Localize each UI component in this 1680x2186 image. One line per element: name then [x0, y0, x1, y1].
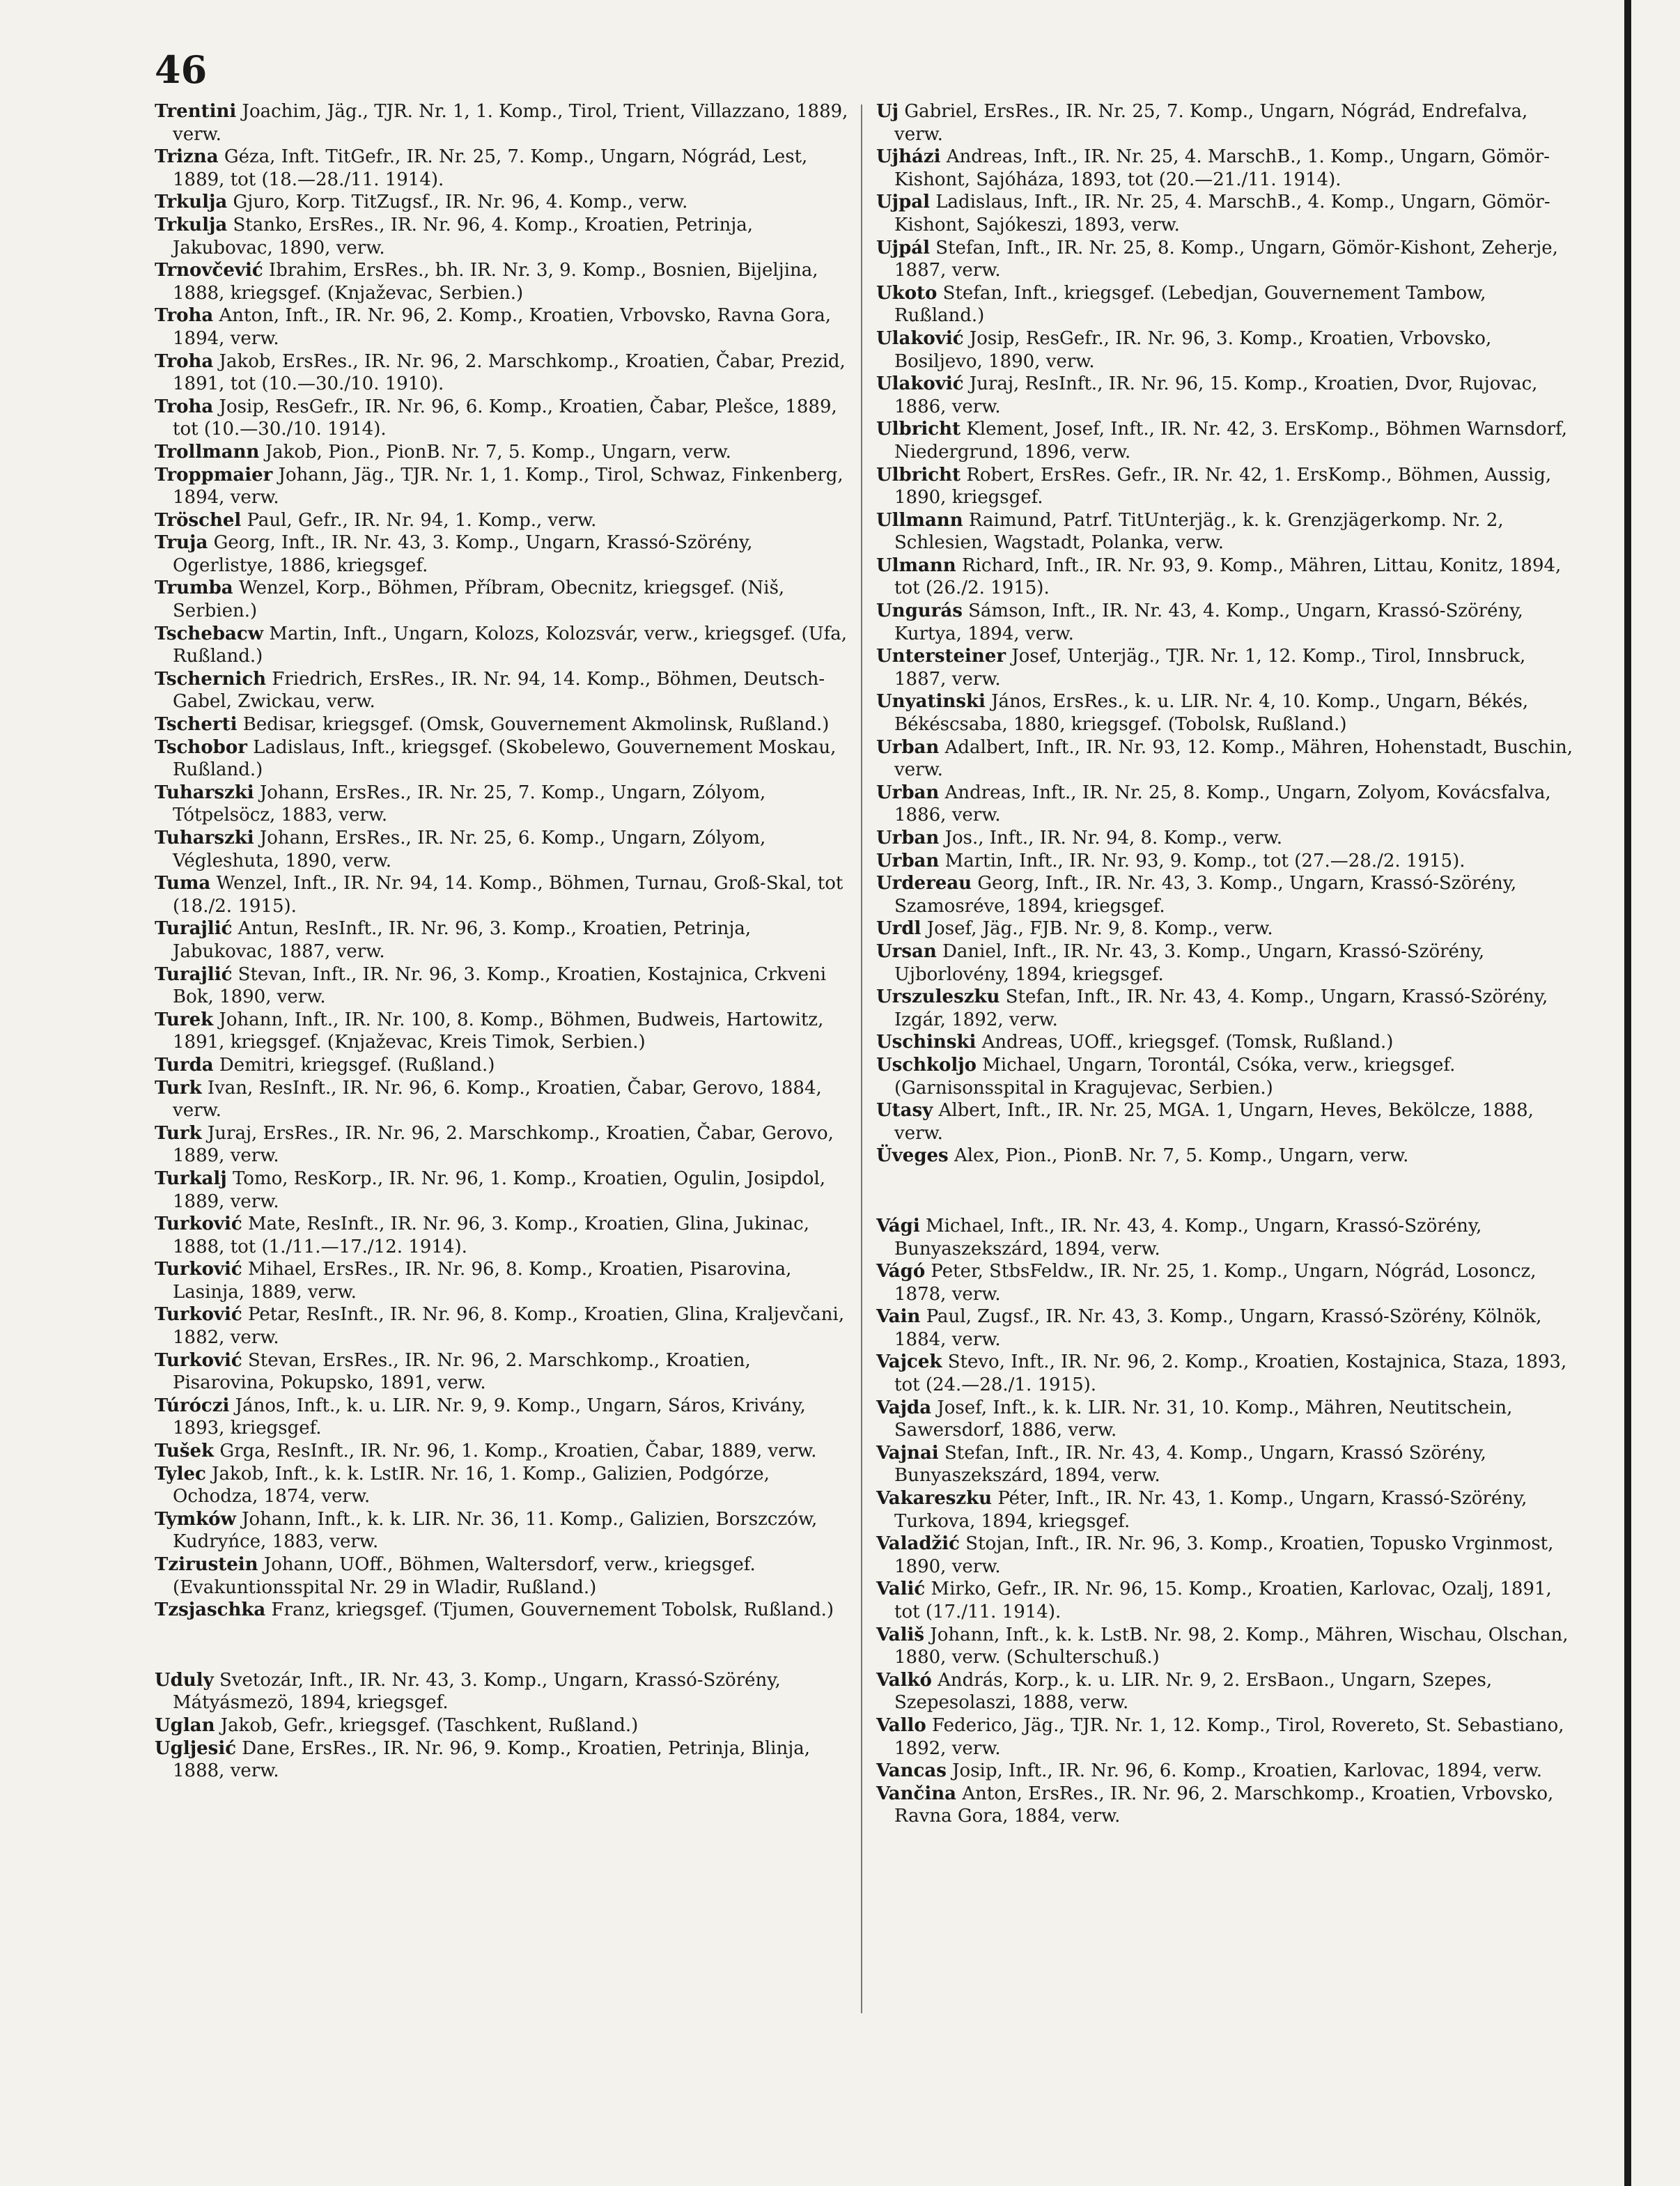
entry-surname: Ulmann [876, 555, 956, 576]
register-entry [155, 1714, 851, 1737]
entry-surname: Ungurás [876, 600, 963, 622]
register-entry [876, 146, 1573, 191]
register-entry [155, 1599, 851, 1622]
entry-surname: Untersteiner [876, 646, 1006, 667]
entry-details: Josef, Unterjäg., TJR. Nr. 1, 12. Komp., Tirol, Innsbruck, 1887, verw. [894, 646, 1526, 690]
entry-surname: Troha [155, 305, 214, 327]
entry-surname: Vališ [876, 1624, 925, 1645]
entry-surname: Urban [876, 782, 940, 803]
entry-details: Andreas, Inft., IR. Nr. 25, 8. Komp., Ungarn, Zolyom, Kovácsfalva, 1886, verw. [894, 782, 1551, 826]
register-entry [155, 464, 851, 509]
register-entry [155, 577, 851, 622]
entry-surname: Turek [155, 1009, 214, 1030]
register-entry [155, 1054, 851, 1077]
entry-surname: Ukoto [876, 282, 938, 304]
entry-surname: Troppmaier [155, 464, 273, 486]
entry-surname: Trollmann [155, 441, 260, 463]
register-entry [155, 1303, 851, 1349]
entry-details: Johann, Inft., k. k. LstB. Nr. 98, 2. Komp., Mähren, Wischau, Olschan, 1880, verw. (Schulterschuß.) [894, 1624, 1569, 1668]
entry-details: Stevan, ErsRes., IR. Nr. 96, 2. Marschkomp., Kroatien, Pisarovina, Pokupsko, 1891, verw. [173, 1349, 751, 1394]
entry-surname: Troha [155, 396, 214, 417]
entry-details: Gabriel, ErsRes., IR. Nr. 25, 7. Komp., Ungarn, Nógrád, Endrefalva, verw. [894, 101, 1528, 145]
register-entry [876, 418, 1573, 463]
entry-details: Anton, ErsRes., IR. Nr. 96, 2. Marschkomp., Kroatien, Vrbovsko, Ravna Gora, 1884, verw. [894, 1783, 1554, 1827]
entry-details: Martin, Inft., IR. Nr. 93, 9. Komp., tot (27.—28./2. 1915). [944, 850, 1465, 871]
entry-surname: Trnovčević [155, 260, 263, 281]
entry-surname: Ursan [876, 940, 937, 962]
entry-surname: Turda [155, 1054, 214, 1076]
register-entry [876, 1099, 1573, 1145]
entry-details: Johann, UOff., Böhmen, Waltersdorf, verw., kriegsgef. (Evakuntionsspital Nr. 29 in Wladir, Rußland.) [173, 1554, 756, 1598]
entry-surname: Ullmann [876, 509, 963, 531]
entry-details: Michael, Inft., IR. Nr. 43, 4. Komp., Ungarn, Krassó-Szörény, Bunyaszekszárd, 1894, verw. [894, 1215, 1482, 1259]
register-entry [155, 304, 851, 350]
register-entry [155, 532, 851, 577]
entry-surname: Valkó [876, 1669, 932, 1691]
entry-surname: Urban [876, 850, 940, 871]
entry-surname: Valadžić [876, 1533, 960, 1555]
entry-details: Franz, kriegsgef. (Tjumen, Gouvernement Tobolsk, Rußland.) [271, 1599, 834, 1621]
register-entry [876, 100, 1573, 146]
register-entry [155, 1463, 851, 1508]
entry-surname: Ulaković [876, 327, 964, 349]
entry-details: András, Korp., k. u. LIR. Nr. 9, 2. ErsBaon., Ungarn, Szepes, Szepesolaszi, 1888, verw. [894, 1669, 1493, 1714]
entry-details: Michael, Ungarn, Torontál, Csóka, verw., kriegsgef. (Garnisonsspital in Kragujevac, Serbien.) [894, 1054, 1456, 1099]
register-entry [876, 191, 1573, 236]
register-entry [155, 146, 851, 191]
register-entry [876, 282, 1573, 327]
register-entry [876, 1031, 1573, 1054]
entry-details: Raimund, Patrf. TitUnterjäg., k. k. Grenzjägerkomp. Nr. 2, Schlesien, Wagstadt, Polanka, verw. [894, 509, 1504, 554]
register-entry [155, 782, 851, 827]
entry-surname: Utasy [876, 1100, 933, 1122]
register-entry [876, 782, 1573, 827]
entry-details: Ibrahim, ErsRes., bh. IR. Nr. 3, 9. Komp., Bosnien, Bijeljina, 1888, kriegsgef. (Knjaževac, Serbien.) [173, 260, 818, 304]
entry-surname: Tschebacw [155, 623, 264, 644]
entry-surname: Vajcek [876, 1351, 942, 1373]
entry-details: Andreas, Inft., IR. Nr. 25, 4. MarschB., 1. Komp., Ungarn, Gömör-Kishont, Sajóháza, 1893, tot (20.—21./11. 1914). [894, 146, 1550, 190]
entry-details: Richard, Inft., IR. Nr. 93, 9. Komp., Mähren, Littau, Konitz, 1894, tot (26./2. 1915). [894, 555, 1562, 599]
entry-surname: Uduly [155, 1669, 214, 1691]
register-entry [155, 668, 851, 713]
page-edge [1624, 0, 1631, 2186]
entry-surname: Turk [155, 1077, 202, 1099]
entry-surname: Troha [155, 350, 214, 372]
entry-surname: Tuharszki [155, 782, 254, 803]
register-entry [876, 1215, 1573, 1260]
register-entry [155, 1258, 851, 1303]
register-entry [155, 1669, 851, 1714]
register-entry [876, 1351, 1573, 1396]
entry-details: Stefan, Inft., IR. Nr. 43, 4. Komp., Ungarn, Krassó-Szörény, Izgár, 1892, verw. [894, 986, 1548, 1030]
section-gap [155, 1622, 851, 1669]
entry-surname: Tscherti [155, 714, 238, 736]
register-entry [876, 736, 1573, 782]
register-entry [155, 917, 851, 963]
entry-details: Ladislaus, Inft., IR. Nr. 25, 4. MarschB., 4. Komp., Ungarn, Gömör-Kishont, Sajókeszi, 1893, verw. [894, 192, 1550, 235]
entry-surname: Vágó [876, 1261, 926, 1282]
entry-details: Albert, Inft., IR. Nr. 25, MGA. 1, Ungarn, Heves, Bekölcze, 1888, verw. [894, 1100, 1534, 1144]
entry-surname: Tschobor [155, 736, 247, 758]
register-entry [155, 1213, 851, 1258]
entry-details: Gjuro, Korp. TitZugsf., IR. Nr. 96, 4. Komp., verw. [233, 192, 688, 213]
entry-surname: Vajnai [876, 1442, 939, 1464]
entry-details: Grga, ResInft., IR. Nr. 96, 1. Komp., Kroatien, Čabar, 1889, verw. [219, 1441, 817, 1462]
register-entry [876, 1760, 1573, 1783]
entry-surname: Trkulja [155, 192, 228, 213]
page-number: 46 [155, 47, 208, 92]
register-entry [876, 1714, 1573, 1760]
entry-details: Johann, ErsRes., IR. Nr. 25, 6. Komp., Ungarn, Zólyom, Végleshuta, 1890, verw. [173, 828, 766, 871]
register-entry [876, 827, 1573, 850]
entry-surname: Tzirustein [155, 1554, 258, 1575]
entry-details: Georg, Inft., IR. Nr. 43, 3. Komp., Ungarn, Krassó-Szörény, Szamosréve, 1894, kriegsgef. [894, 873, 1517, 917]
entry-surname: Túróczi [155, 1395, 230, 1416]
entry-details: Ivan, ResInft., IR. Nr. 96, 6. Komp., Kroatien, Čabar, Gerovo, 1884, verw. [173, 1077, 822, 1122]
register-entry [876, 555, 1573, 600]
entry-surname: Valić [876, 1579, 926, 1600]
register-entry [876, 872, 1573, 917]
register-entry [876, 1305, 1573, 1351]
entry-details: Bedisar, kriegsgef. (Omsk, Gouvernement Akmolinsk, Rußland.) [242, 714, 830, 736]
entry-surname: Vančina [876, 1783, 956, 1804]
entry-surname: Vancas [876, 1760, 947, 1782]
entry-surname: Trizna [155, 146, 219, 168]
entry-surname: Turk [155, 1122, 202, 1144]
entry-surname: Tušek [155, 1441, 215, 1462]
entry-details: Svetozár, Inft., IR. Nr. 43, 3. Komp., Ungarn, Krassó-Szörény, Mátyásmezö, 1894, kriegsgef. [173, 1669, 781, 1714]
entry-details: Péter, Inft., IR. Nr. 43, 1. Komp., Ungarn, Krassó-Szörény, Turkova, 1894, kriegsgef. [894, 1488, 1527, 1532]
entry-details: Josef, Jäg., FJB. Nr. 9, 8. Komp., verw. [926, 918, 1273, 940]
register-entry [876, 1783, 1573, 1828]
entry-details: Mihael, ErsRes., IR. Nr. 96, 8. Komp., Kroatien, Pisarovina, Lasinja, 1889, verw. [173, 1259, 792, 1303]
register-entry [155, 441, 851, 464]
column-divider [861, 104, 862, 2013]
register-entry [876, 464, 1573, 509]
entry-surname: Tylec [155, 1463, 206, 1485]
entry-surname: Trumba [155, 577, 233, 599]
entry-surname: Ujpal [876, 192, 930, 213]
entry-surname: Urdereau [876, 873, 972, 894]
entry-details: Josip, ResGefr., IR. Nr. 96, 3. Komp., Kroatien, Vrbovsko, Bosiljevo, 1890, verw. [894, 327, 1492, 372]
entry-details: Demitri, kriegsgef. (Rußland.) [219, 1054, 495, 1076]
register-entry [876, 600, 1573, 645]
entry-details: Johann, Inft., k. k. LIR. Nr. 36, 11. Komp., Galizien, Borszczów, Kudryńce, 1883, verw. [173, 1508, 818, 1553]
entry-surname: Tuma [155, 873, 211, 894]
entry-details: Wenzel, Korp., Böhmen, Příbram, Obecnitz, kriegsgef. (Niš, Serbien.) [173, 577, 785, 622]
entry-surname: Turajlić [155, 963, 233, 985]
entry-details: Jakob, Pion., PionB. Nr. 7, 5. Komp., Ungarn, verw. [265, 441, 731, 463]
register-entry [155, 736, 851, 782]
entry-surname: Trentini [155, 101, 237, 122]
register-entry [155, 1122, 851, 1168]
entry-details: Mirko, Gefr., IR. Nr. 96, 15. Komp., Kroatien, Karlovac, Ozalj, 1891, tot (17./11. 1914). [894, 1579, 1552, 1622]
register-entry [876, 986, 1573, 1031]
entry-details: Antun, ResInft., IR. Nr. 96, 3. Komp., Kroatien, Petrinja, Jabukovac, 1887, verw. [173, 918, 752, 962]
entry-surname: Uschkoljo [876, 1054, 977, 1076]
entry-details: Stevo, Inft., IR. Nr. 96, 2. Komp., Kroatien, Kostajnica, Staza, 1893, tot (24.—28./1. 1915). [894, 1351, 1567, 1396]
entry-surname: Ugljesić [155, 1737, 237, 1759]
entry-surname: Üveges [876, 1145, 949, 1167]
register-entry [876, 1487, 1573, 1533]
register-entry [155, 623, 851, 668]
entry-surname: Turkalj [155, 1168, 227, 1189]
entry-surname: Vain [876, 1306, 921, 1328]
register-entry [876, 1669, 1573, 1714]
register-entry [155, 1168, 851, 1213]
register-entry [876, 1533, 1573, 1578]
entry-surname: Uj [876, 101, 899, 122]
entry-surname: Urban [876, 736, 940, 758]
entry-details: Stanko, ErsRes., IR. Nr. 96, 4. Komp., Kroatien, Petrinja, Jakubovac, 1890, verw. [173, 214, 754, 258]
entry-surname: Trkulja [155, 214, 228, 235]
entry-surname: Ulbricht [876, 419, 961, 440]
entry-surname: Ujházi [876, 146, 941, 168]
register-entry [876, 850, 1573, 873]
entry-details: Joachim, Jäg., TJR. Nr. 1, 1. Komp., Tirol, Trient, Villazzano, 1889, verw. [173, 101, 848, 145]
right-column [876, 100, 1573, 1828]
register-entry [876, 327, 1573, 373]
entry-surname: Turković [155, 1259, 242, 1280]
entry-surname: Vajda [876, 1397, 932, 1418]
entry-surname: Vági [876, 1215, 920, 1237]
entry-surname: Turković [155, 1349, 242, 1371]
register-entry [876, 237, 1573, 282]
entry-details: Alex, Pion., PionB. Nr. 7, 5. Komp., Ungarn, verw. [954, 1145, 1409, 1167]
register-entry [155, 1349, 851, 1395]
entry-surname: Ulaković [876, 373, 964, 395]
entry-details: János, Inft., k. u. LIR. Nr. 9, 9. Komp., Ungarn, Sáros, Krivány, 1893, kriegsgef. [173, 1395, 806, 1439]
entry-details: Adalbert, Inft., IR. Nr. 93, 12. Komp., Mähren, Hohenstadt, Buschin, verw. [894, 736, 1573, 781]
entry-details: Juraj, ResInft., IR. Nr. 96, 15. Komp., Kroatien, Dvor, Rujovac, 1886, verw. [894, 373, 1538, 417]
entry-details: Géza, Inft. TitGefr., IR. Nr. 25, 7. Komp., Ungarn, Nógrád, Lest, 1889, tot (18.—28./11. 1914). [173, 146, 808, 190]
register-entry [876, 645, 1573, 690]
register-entry [876, 940, 1573, 986]
entry-details: Johann, Inft., IR. Nr. 100, 8. Komp., Böhmen, Budweis, Hartowitz, 1891, kriegsgef. (Knjaževac, Kreis Timok, Serbien.) [173, 1009, 824, 1053]
register-entry [155, 396, 851, 441]
register-entry [876, 1442, 1573, 1487]
register-entry [876, 1624, 1573, 1669]
entry-details: Georg, Inft., IR. Nr. 43, 3. Komp., Ungarn, Krassó-Szörény, Ogerlistye, 1886, kriegsgef. [173, 532, 753, 576]
entry-details: Petar, ResInft., IR. Nr. 96, 8. Komp., Kroatien, Glina, Kraljevčani, 1882, verw. [173, 1304, 845, 1349]
register-entry [155, 827, 851, 872]
entry-details: Josip, ResGefr., IR. Nr. 96, 6. Komp., Kroatien, Čabar, Plešce, 1889, tot (10.—30./10. 1914). [173, 396, 837, 440]
register-entry [155, 1737, 851, 1783]
entry-details: Johann, Jäg., TJR. Nr. 1, 1. Komp., Tirol, Schwaz, Finkenberg, 1894, verw. [173, 464, 843, 509]
register-entry [876, 1260, 1573, 1305]
entry-details: Jos., Inft., IR. Nr. 94, 8. Komp., verw. [944, 828, 1282, 848]
entry-surname: Turajlić [155, 918, 233, 940]
register-entry [155, 509, 851, 532]
entry-details: Johann, ErsRes., IR. Nr. 25, 7. Komp., Ungarn, Zólyom, Tótpelsöcz, 1883, verw. [173, 782, 766, 826]
entry-details: Paul, Zugsf., IR. Nr. 43, 3. Komp., Ungarn, Krassó-Szörény, Kölnök, 1884, verw. [894, 1306, 1542, 1350]
register-entry [155, 1077, 851, 1122]
register-entry [876, 1578, 1573, 1623]
entry-surname: Unyatinski [876, 691, 986, 713]
entry-surname: Vakareszku [876, 1488, 993, 1510]
register-entry [155, 963, 851, 1009]
register-entry [155, 1009, 851, 1054]
entry-details: Stefan, Inft., IR. Nr. 25, 8. Komp., Ungarn, Gömör-Kishont, Zeherje, 1887, verw. [894, 237, 1558, 281]
entry-details: Wenzel, Inft., IR. Nr. 94, 14. Komp., Böhmen, Turnau, Groß-Skal, tot (18./2. 1915). [173, 873, 843, 917]
entry-surname: Tuharszki [155, 828, 254, 848]
entry-details: Sámson, Inft., IR. Nr. 43, 4. Komp., Ungarn, Krassó-Szörény, Kurtya, 1894, verw. [894, 600, 1523, 644]
entry-details: Federico, Jäg., TJR. Nr. 1, 12. Komp., Tirol, Rovereto, St. Sebastiano, 1892, verw. [894, 1714, 1564, 1759]
register-entry [876, 917, 1573, 940]
entry-surname: Tzsjaschka [155, 1599, 266, 1621]
register-entry [155, 100, 851, 146]
entry-surname: Urdl [876, 918, 921, 940]
register-entry [876, 373, 1573, 418]
entry-details: Jakob, ErsRes., IR. Nr. 96, 2. Marschkomp., Kroatien, Čabar, Prezid, 1891, tot (10.—30./10. 1910). [173, 350, 846, 395]
register-entry [155, 259, 851, 304]
entry-details: Stefan, Inft., IR. Nr. 43, 4. Komp., Ungarn, Krassó Szörény, Bunyaszekszárd, 1894, verw. [894, 1442, 1486, 1487]
entry-details: Jakob, Gefr., kriegsgef. (Taschkent, Rußland.) [220, 1714, 639, 1736]
entry-details: Josip, Inft., IR. Nr. 96, 6. Komp., Kroatien, Karlovac, 1894, verw. [952, 1760, 1542, 1782]
entry-details: Friedrich, ErsRes., IR. Nr. 94, 14. Komp., Böhmen, Deutsch-Gabel, Zwickau, verw. [173, 668, 825, 713]
register-entry [155, 350, 851, 396]
register-entry [155, 872, 851, 917]
entry-details: Juraj, ErsRes., IR. Nr. 96, 2. Marschkomp., Kroatien, Čabar, Gerovo, 1889, verw. [173, 1122, 834, 1167]
entry-details: Martin, Inft., Ungarn, Kolozs, Kolozsvár, verw., kriegsgef. (Ufa, Rußland.) [173, 623, 848, 667]
register-entry [876, 1397, 1573, 1442]
entry-details: Dane, ErsRes., IR. Nr. 96, 9. Komp., Kroatien, Petrinja, Blinja, 1888, verw. [173, 1737, 811, 1782]
entry-details: Stevan, Inft., IR. Nr. 96, 3. Komp., Kroatien, Kostajnica, Crkveni Bok, 1890, verw. [173, 963, 827, 1008]
entry-surname: Turković [155, 1214, 242, 1235]
left-column [155, 100, 851, 1783]
entry-details: Klement, Josef, Inft., IR. Nr. 42, 3. ErsKomp., Böhmen Warnsdorf, Niedergrund, 1896, verw. [894, 419, 1567, 463]
entry-surname: Urszuleszku [876, 986, 1000, 1008]
register-entry [155, 1440, 851, 1463]
register-entry [155, 1553, 851, 1599]
entry-details: Andreas, UOff., kriegsgef. (Tomsk, Rußland.) [981, 1032, 1394, 1053]
register-entry [876, 509, 1573, 555]
entry-details: Stojan, Inft., IR. Nr. 96, 3. Komp., Kroatien, Topusko Vrginmost, 1890, verw. [894, 1533, 1554, 1577]
entry-details: Mate, ResInft., IR. Nr. 96, 3. Komp., Kroatien, Glina, Jukinac, 1888, tot (1./11.—17./12. 1914). [173, 1214, 809, 1257]
entry-details: Josef, Inft., k. k. LIR. Nr. 31, 10. Komp., Mähren, Neutitschein, Sawersdorf, 1886, verw. [894, 1397, 1513, 1441]
entry-details: Anton, Inft., IR. Nr. 96, 2. Komp., Kroatien, Vrbovsko, Ravna Gora, 1894, verw. [173, 305, 832, 349]
entry-details: Paul, Gefr., IR. Nr. 94, 1. Komp., verw. [247, 509, 597, 531]
entry-surname: Uglan [155, 1714, 215, 1736]
entry-surname: Urban [876, 828, 940, 848]
entry-details: Peter, StbsFeldw., IR. Nr. 25, 1. Komp., Ungarn, Nógrád, Losoncz, 1878, verw. [894, 1261, 1537, 1305]
register-entry [155, 1395, 851, 1440]
register-entry [876, 690, 1573, 736]
entry-surname: Ulbricht [876, 464, 961, 486]
entry-details: Robert, ErsRes. Gefr., IR. Nr. 42, 1. ErsKomp., Böhmen, Aussig, 1890, kriegsgef. [894, 464, 1552, 509]
entry-surname: Turković [155, 1304, 242, 1326]
section-gap [876, 1168, 1573, 1215]
entry-details: Jakob, Inft., k. k. LstIR. Nr. 16, 1. Komp., Galizien, Podgórze, Ochodza, 1874, verw. [173, 1463, 770, 1507]
entry-surname: Uschinski [876, 1032, 977, 1053]
entry-surname: Tröschel [155, 509, 242, 531]
entry-surname: Vallo [876, 1714, 926, 1736]
entry-details: Daniel, Inft., IR. Nr. 43, 3. Komp., Ungarn, Krassó-Szörény, Ujborlovény, 1894, kriegsgef. [894, 940, 1485, 985]
register-entry [155, 713, 851, 736]
entry-details: János, ErsRes., k. u. LIR. Nr. 4, 10. Komp., Ungarn, Békés, Békéscsaba, 1880, kriegsgef. (Tobolsk, Rußland.) [894, 691, 1529, 736]
register-entry [876, 1054, 1573, 1099]
register-entry [155, 214, 851, 259]
entry-details: Stefan, Inft., kriegsgef. (Lebedjan, Gouvernement Tambow, Rußland.) [894, 282, 1486, 327]
register-entry [155, 191, 851, 214]
entry-surname: Truja [155, 532, 208, 554]
entry-details: Ladislaus, Inft., kriegsgef. (Skobelewo, Gouvernement Moskau, Rußland.) [173, 736, 837, 781]
entry-surname: Tschernich [155, 668, 267, 690]
register-entry [155, 1508, 851, 1553]
entry-surname: Tymków [155, 1508, 236, 1530]
entry-details: Tomo, ResKorp., IR. Nr. 96, 1. Komp., Kroatien, Ogulin, Josipdol, 1889, verw. [173, 1168, 826, 1212]
entry-surname: Ujpál [876, 237, 930, 258]
register-entry [876, 1145, 1573, 1168]
